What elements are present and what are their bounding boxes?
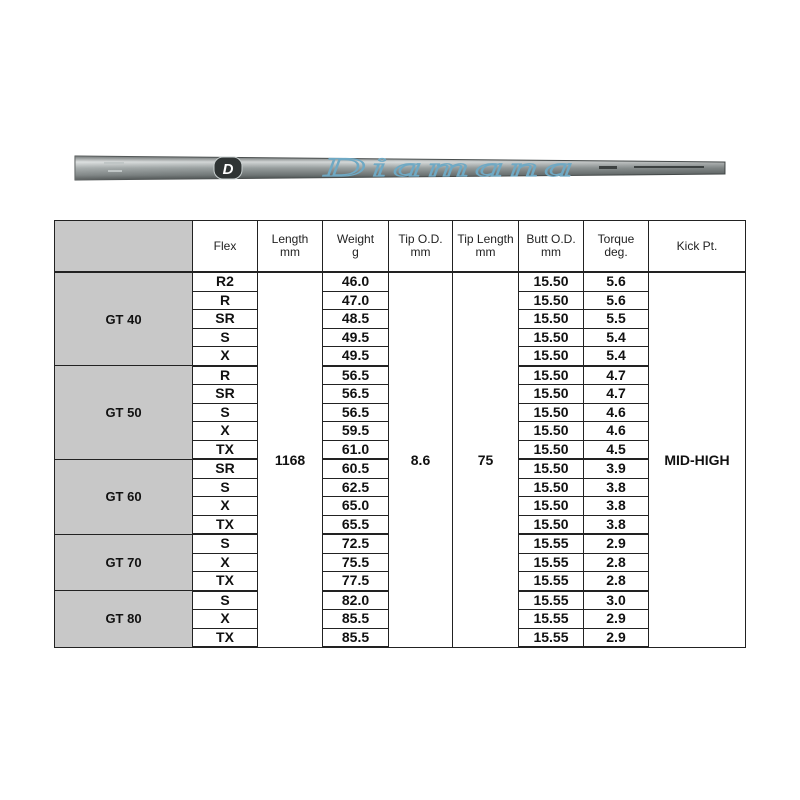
d-logo-icon — [214, 157, 242, 179]
torque-cell: 2.9 — [584, 610, 649, 629]
butt-od-cell: 15.55 — [519, 553, 584, 572]
model-name: GT 70 — [55, 534, 193, 591]
butt-od-cell: 15.50 — [519, 328, 584, 347]
spec-table — [54, 220, 746, 648]
model-name: GT 80 — [55, 591, 193, 648]
butt-od-cell: 15.55 — [519, 591, 584, 610]
butt-od-cell: 15.50 — [519, 403, 584, 422]
butt-od-cell: 15.50 — [519, 385, 584, 404]
flex-cell: SR — [193, 459, 258, 478]
weight-cell: 59.5 — [323, 422, 389, 441]
flex-cell: R2 — [193, 272, 258, 291]
butt-od-cell: 15.50 — [519, 515, 584, 534]
weight-cell: 65.0 — [323, 497, 389, 516]
length-cell: 1168 — [258, 272, 323, 647]
torque-cell: 5.6 — [584, 291, 649, 310]
header-tip-length: Tip Length mm — [453, 221, 519, 273]
flex-cell: X — [193, 610, 258, 629]
torque-cell: 5.5 — [584, 310, 649, 329]
torque-cell: 2.8 — [584, 572, 649, 591]
weight-cell: 47.0 — [323, 291, 389, 310]
torque-cell: 3.8 — [584, 478, 649, 497]
flex-cell: S — [193, 328, 258, 347]
butt-od-cell: 15.55 — [519, 572, 584, 591]
butt-od-cell: 15.50 — [519, 272, 584, 291]
butt-od-cell: 15.50 — [519, 459, 584, 478]
torque-cell: 4.6 — [584, 422, 649, 441]
butt-od-cell: 15.55 — [519, 610, 584, 629]
weight-cell: 82.0 — [323, 591, 389, 610]
weight-cell: 48.5 — [323, 310, 389, 329]
flex-cell: TX — [193, 572, 258, 591]
torque-cell: 3.8 — [584, 497, 649, 516]
golf-shaft-image — [74, 153, 726, 183]
butt-od-cell: 15.50 — [519, 422, 584, 441]
torque-cell: 4.7 — [584, 385, 649, 404]
flex-cell: S — [193, 403, 258, 422]
flex-cell: X — [193, 347, 258, 366]
torque-cell: 2.9 — [584, 628, 649, 647]
torque-cell: 4.5 — [584, 440, 649, 459]
torque-cell: 2.9 — [584, 534, 649, 553]
torque-cell: 3.9 — [584, 459, 649, 478]
flex-cell: S — [193, 591, 258, 610]
torque-cell: 3.0 — [584, 591, 649, 610]
flex-cell: R — [193, 366, 258, 385]
weight-cell: 65.5 — [323, 515, 389, 534]
butt-od-cell: 15.50 — [519, 347, 584, 366]
weight-cell: 46.0 — [323, 272, 389, 291]
flex-cell: TX — [193, 515, 258, 534]
flex-cell: X — [193, 497, 258, 516]
butt-od-cell: 15.50 — [519, 366, 584, 385]
weight-cell: 75.5 — [323, 553, 389, 572]
butt-od-cell: 15.50 — [519, 310, 584, 329]
header-flex: Flex — [193, 221, 258, 273]
flex-cell: S — [193, 534, 258, 553]
header-kick-point: Kick Pt. — [649, 221, 746, 273]
spec-body — [55, 272, 746, 647]
flex-cell: SR — [193, 310, 258, 329]
butt-od-cell: 15.50 — [519, 291, 584, 310]
flex-cell: X — [193, 422, 258, 441]
header-row — [55, 221, 746, 273]
weight-cell: 85.5 — [323, 610, 389, 629]
header-weight: Weight g — [323, 221, 389, 273]
header-butt-od: Butt O.D. mm — [519, 221, 584, 273]
butt-od-cell: 15.50 — [519, 497, 584, 516]
table-row — [55, 272, 746, 291]
svg-text:D: D — [222, 161, 234, 178]
model-name: GT 50 — [55, 366, 193, 460]
weight-cell: 60.5 — [323, 459, 389, 478]
weight-cell: 56.5 — [323, 403, 389, 422]
weight-cell: 62.5 — [323, 478, 389, 497]
torque-cell: 5.4 — [584, 347, 649, 366]
torque-cell: 2.8 — [584, 553, 649, 572]
butt-od-cell: 15.50 — [519, 478, 584, 497]
weight-cell: 77.5 — [323, 572, 389, 591]
butt-od-cell: 15.55 — [519, 534, 584, 553]
header-torque: Torque deg. — [584, 221, 649, 273]
flex-cell: X — [193, 553, 258, 572]
model-name: GT 60 — [55, 459, 193, 534]
header-model — [55, 221, 193, 273]
tip-od-cell: 8.6 — [389, 272, 453, 647]
butt-od-cell: 15.50 — [519, 440, 584, 459]
weight-cell: 72.5 — [323, 534, 389, 553]
weight-cell: 61.0 — [323, 440, 389, 459]
header-tip-od: Tip O.D. mm — [389, 221, 453, 273]
header-length: Length mm — [258, 221, 323, 273]
torque-cell: 4.6 — [584, 403, 649, 422]
torque-cell: 5.6 — [584, 272, 649, 291]
weight-cell: 56.5 — [323, 385, 389, 404]
flex-cell: R — [193, 291, 258, 310]
torque-cell: 5.4 — [584, 328, 649, 347]
flex-cell: TX — [193, 628, 258, 647]
weight-cell: 85.5 — [323, 628, 389, 647]
flex-cell: SR — [193, 385, 258, 404]
kick-point-cell: MID-HIGH — [649, 272, 746, 647]
weight-cell: 49.5 — [323, 328, 389, 347]
weight-cell: 49.5 — [323, 347, 389, 366]
model-name: GT 40 — [55, 272, 193, 366]
weight-cell: 56.5 — [323, 366, 389, 385]
tip-length-cell: 75 — [453, 272, 519, 647]
torque-cell: 4.7 — [584, 366, 649, 385]
brand-wordmark: Diamana — [321, 153, 579, 182]
butt-od-cell: 15.55 — [519, 628, 584, 647]
flex-cell: TX — [193, 440, 258, 459]
torque-cell: 3.8 — [584, 515, 649, 534]
flex-cell: S — [193, 478, 258, 497]
